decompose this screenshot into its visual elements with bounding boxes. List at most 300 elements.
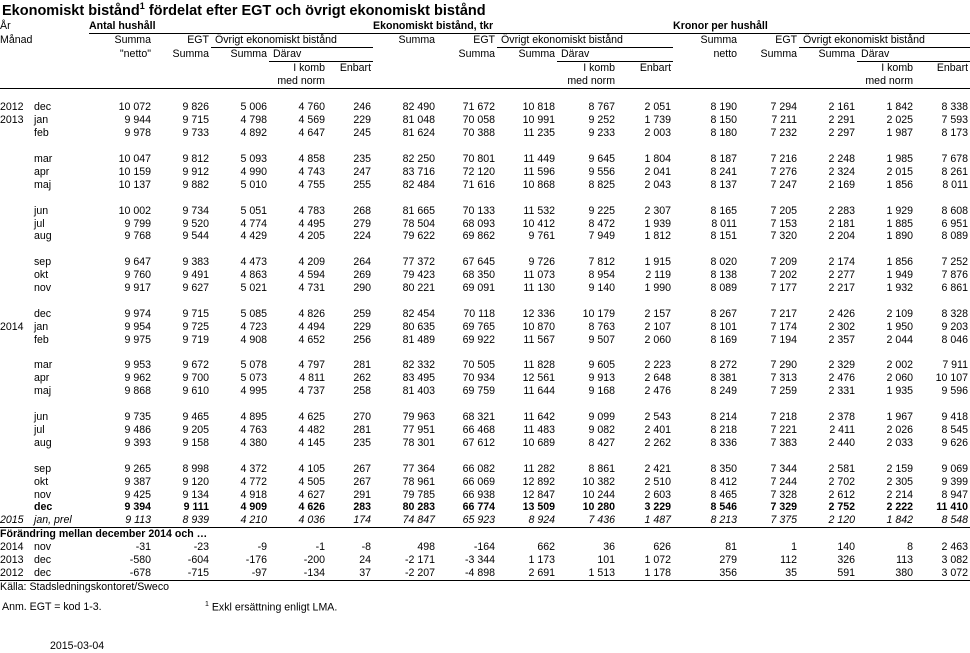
- cell-year: [0, 463, 34, 476]
- header-row-5: [0, 75, 970, 88]
- cell-value: 8 998: [182, 462, 209, 475]
- header-cell: "netto": [119, 47, 151, 60]
- cell-value: 12 561: [522, 372, 556, 385]
- cell-value: 1 885: [886, 217, 914, 230]
- cell-value: 7 876: [941, 269, 969, 282]
- cell-value: 8 190: [710, 101, 738, 114]
- cell-value: 4 209: [298, 256, 325, 269]
- cell-value: 5 093: [240, 153, 267, 166]
- cell-value: 9 158: [182, 436, 209, 449]
- cell-value: 498: [417, 541, 436, 554]
- cell-value: 2 222: [886, 501, 914, 514]
- cell-year: [0, 127, 34, 140]
- cell-value: 246: [353, 101, 372, 114]
- table-row: [0, 334, 970, 347]
- cell-value: 2 510: [644, 475, 672, 488]
- cell-value: 9 069: [941, 462, 969, 475]
- cell-value: 2 307: [644, 204, 672, 217]
- cell-value: 9 491: [182, 269, 209, 282]
- cell-value: 77 372: [402, 256, 436, 269]
- cell-value: 70 118: [463, 307, 496, 320]
- cell-value: 4 863: [240, 269, 267, 282]
- cell-value: 4 990: [240, 165, 267, 178]
- cell-value: 79 622: [402, 230, 436, 243]
- cell-value: 81 048: [402, 114, 436, 127]
- cell-value: 1 987: [886, 127, 914, 140]
- cell-value: 1 173: [528, 554, 556, 567]
- statistics-table: [0, 20, 970, 594]
- cell-value: -9: [257, 541, 267, 554]
- cell-value: 8 338: [941, 101, 969, 114]
- cell-month: jun: [34, 411, 49, 424]
- cell-value: 5 073: [240, 372, 267, 385]
- cell-value: 9 605: [588, 359, 616, 372]
- cell-value: 70 934: [462, 372, 496, 385]
- cell-value: 291: [353, 488, 372, 501]
- cell-year: [0, 153, 34, 166]
- cell-value: 7 911: [942, 359, 969, 372]
- cell-value: 9 700: [182, 372, 209, 385]
- header-cell: Enbart: [339, 61, 372, 74]
- publication-date: 2015-03-04: [50, 640, 105, 652]
- cell-value: 269: [353, 269, 372, 282]
- cell-value: 10 870: [522, 320, 556, 333]
- cell-value: 82 332: [402, 359, 436, 372]
- header-row-2: [0, 33, 970, 47]
- cell-value: 7 153: [770, 217, 798, 230]
- cell-value: 2 305: [886, 475, 914, 488]
- cell-value: 77 951: [402, 423, 436, 436]
- cell-value: 2 002: [886, 359, 914, 372]
- cell-value: 8 173: [941, 127, 969, 140]
- cell-month: dec: [34, 101, 52, 114]
- cell-value: 69 091: [462, 282, 496, 295]
- cell-value: 2 026: [886, 423, 914, 436]
- cell-year: [0, 230, 34, 243]
- cell-value: 8 213: [710, 514, 738, 527]
- cell-value: 8 427: [588, 436, 616, 449]
- cell-value: 11 567: [523, 333, 556, 346]
- cell-value: 101: [597, 554, 616, 567]
- table-row: [0, 359, 970, 372]
- table-row: [0, 256, 970, 269]
- cell-value: 7 216: [770, 153, 798, 166]
- spacer-row: [0, 243, 970, 256]
- cell-month: feb: [34, 127, 49, 140]
- cell-value: 10 137: [118, 178, 151, 191]
- cell-year: 2013: [0, 114, 24, 127]
- cell-value: 2 378: [828, 411, 856, 424]
- table-row: [0, 101, 970, 114]
- cell-value: 4 647: [298, 127, 325, 140]
- cell-value: 9 734: [182, 204, 209, 217]
- header-group-aid-tkr: Ekonomiskt bistånd, tkr: [373, 20, 673, 33]
- cell-month: jul: [34, 217, 45, 230]
- cell-value: 8 608: [941, 204, 969, 217]
- cell-value: 8 150: [710, 114, 738, 127]
- cell-value: -2 171: [404, 554, 436, 567]
- cell-value: 68 321: [462, 411, 496, 424]
- cell-value: 7 177: [770, 282, 798, 295]
- cell-value: 2 223: [644, 359, 672, 372]
- cell-value: 9 913: [588, 372, 616, 385]
- cell-value: 356: [719, 566, 738, 579]
- cell-value: 66 082: [462, 462, 496, 475]
- cell-value: 1 935: [886, 385, 914, 398]
- header-cell: EGT: [775, 34, 798, 47]
- cell-value: -3 344: [464, 554, 496, 567]
- cell-value: 4 774: [240, 217, 267, 230]
- cell-value: 290: [353, 282, 372, 295]
- cell-value: 10 072: [118, 101, 151, 114]
- cell-value: 81: [725, 541, 738, 554]
- cell-value: 72 120: [462, 165, 496, 178]
- cell-value: 2 581: [828, 462, 856, 475]
- table-row: [0, 567, 970, 580]
- cell-value: 8 165: [710, 204, 738, 217]
- header-cell: Därav: [857, 47, 970, 61]
- cell-value: 8 046: [941, 333, 969, 346]
- cell-value: 8 101: [710, 320, 738, 333]
- cell-value: 70 801: [462, 153, 496, 166]
- cell-value: 2 752: [828, 501, 856, 514]
- cell-month: nov: [34, 488, 52, 501]
- cell-value: 82 484: [402, 178, 436, 191]
- header-cell: med norm: [269, 75, 327, 88]
- cell-value: 1 178: [644, 566, 672, 579]
- cell-value: 66 069: [462, 475, 496, 488]
- cell-year: [0, 218, 34, 231]
- cell-value: 626: [653, 541, 672, 554]
- cell-value: 9 725: [182, 320, 209, 333]
- cell-year: [0, 437, 34, 450]
- cell-month: nov: [34, 541, 52, 554]
- cell-value: 9 205: [182, 423, 209, 436]
- cell-value: -715: [187, 566, 209, 579]
- cell-value: 2 181: [828, 217, 856, 230]
- cell-value: 6 861: [941, 282, 969, 295]
- cell-value: 11 532: [523, 204, 556, 217]
- cell-value: -31: [135, 541, 151, 554]
- cell-value: 1 739: [644, 114, 672, 127]
- cell-value: 113: [896, 554, 914, 567]
- cell-value: 9 974: [124, 307, 151, 320]
- cell-value: 8 249: [710, 385, 738, 398]
- cell-value: 83 495: [402, 372, 436, 385]
- cell-value: 4 569: [298, 114, 325, 127]
- cell-value: 6 951: [941, 217, 969, 230]
- cell-value: 66 938: [462, 488, 496, 501]
- cell-value: 281: [353, 359, 372, 372]
- cell-value: 8 381: [710, 372, 738, 385]
- cell-value: 2 324: [828, 165, 856, 178]
- cell-value: 2 060: [644, 333, 672, 346]
- cell-year: [0, 424, 34, 437]
- cell-value: 9 768: [124, 230, 151, 243]
- cell-value: -200: [303, 554, 325, 567]
- cell-value: 11 596: [523, 165, 556, 178]
- cell-value: 8 261: [941, 165, 969, 178]
- spacer-row: [0, 192, 970, 205]
- cell-month: feb: [34, 333, 49, 346]
- cell-value: 9 120: [182, 475, 209, 488]
- cell-value: 2 283: [828, 204, 856, 217]
- cell-value: -678: [129, 566, 151, 579]
- cell-value: 4 429: [240, 230, 267, 243]
- cell-month: jun: [34, 204, 49, 217]
- cell-value: 8 180: [710, 127, 738, 140]
- cell-value: 3 072: [941, 566, 969, 579]
- cell-month: sep: [34, 462, 52, 475]
- cell-year: 2013: [0, 554, 24, 567]
- cell-value: 8 545: [941, 423, 969, 436]
- header-cell: Summa: [398, 34, 436, 47]
- cell-value: -97: [251, 566, 267, 579]
- cell-value: 9 425: [124, 488, 151, 501]
- cell-value: 10 818: [522, 101, 556, 114]
- cell-value: 2 331: [828, 385, 856, 398]
- cell-value: 2 109: [886, 307, 914, 320]
- cell-value: 8 241: [710, 165, 738, 178]
- cell-value: 229: [353, 320, 372, 333]
- cell-month: aug: [34, 436, 52, 449]
- cell-value: 2 043: [644, 178, 672, 191]
- cell-value: 267: [353, 475, 372, 488]
- cell-value: 9 252: [588, 114, 616, 127]
- cell-value: 7 949: [588, 230, 616, 243]
- cell-value: 8 954: [588, 269, 616, 282]
- change-title: Förändring mellan december 2014 och …: [0, 528, 970, 541]
- cell-value: 69 922: [462, 333, 496, 346]
- cell-value: 70 388: [462, 127, 496, 140]
- cell-value: 8 138: [710, 269, 738, 282]
- cell-value: 8 089: [941, 230, 969, 243]
- header-cell: netto: [713, 47, 738, 60]
- cell-value: 1 915: [644, 256, 672, 269]
- cell-value: 4 798: [240, 114, 267, 127]
- cell-value: 78 301: [402, 436, 436, 449]
- header-cell: I komb: [293, 61, 325, 74]
- cell-value: 7 202: [770, 269, 798, 282]
- cell-value: 8 020: [710, 256, 738, 269]
- cell-value: 2 277: [828, 269, 856, 282]
- cell-value: 5 085: [240, 307, 267, 320]
- cell-value: 8 350: [710, 462, 738, 475]
- cell-value: 9 882: [182, 178, 209, 191]
- cell-value: 70 133: [462, 204, 496, 217]
- cell-value: 9 596: [941, 385, 969, 398]
- cell-value: -2 207: [404, 566, 436, 579]
- cell-value: -604: [187, 554, 209, 567]
- cell-year: [0, 476, 34, 489]
- header-cell: Summa: [458, 47, 496, 60]
- cell-value: 9 113: [125, 514, 151, 527]
- cell-value: 8 924: [528, 514, 556, 527]
- cell-value: 11 130: [523, 282, 556, 295]
- cell-value: 65 923: [462, 514, 496, 527]
- cell-value: 7 221: [770, 423, 798, 436]
- cell-value: 380: [895, 566, 914, 579]
- cell-value: 262: [353, 372, 372, 385]
- cell-value: 4 731: [298, 282, 325, 295]
- spacer-row: [0, 398, 970, 411]
- cell-value: 8 011: [942, 178, 969, 191]
- cell-value: 1 967: [886, 411, 914, 424]
- cell-value: 79 423: [402, 269, 436, 282]
- cell-value: 9 610: [182, 385, 209, 398]
- cell-value: 9 168: [588, 385, 616, 398]
- cell-value: 10 047: [118, 153, 151, 166]
- cell-value: 82 454: [402, 307, 436, 320]
- cell-value: 7 290: [770, 359, 798, 372]
- cell-value: 9 812: [182, 153, 209, 166]
- cell-value: 8 328: [941, 307, 969, 320]
- cell-value: 8 546: [710, 501, 738, 514]
- cell-value: 10 868: [522, 178, 556, 191]
- cell-month: maj: [34, 178, 52, 191]
- cell-value: 4 783: [298, 204, 325, 217]
- cell-value: 1 513: [588, 566, 616, 579]
- table-row: [0, 114, 970, 127]
- cell-value: 7 247: [770, 178, 798, 191]
- cell-value: 8 763: [588, 320, 616, 333]
- cell-value: 255: [353, 178, 372, 191]
- cell-value: 7 194: [770, 333, 798, 346]
- cell-value: 9 627: [182, 282, 209, 295]
- cell-value: 10 159: [118, 165, 151, 178]
- cell-value: 7 313: [770, 372, 798, 385]
- cell-value: 2 044: [886, 333, 914, 346]
- cell-value: 279: [719, 554, 738, 567]
- cell-value: 2 262: [644, 436, 672, 449]
- table-row: [0, 179, 970, 192]
- cell-value: 5 010: [240, 178, 267, 191]
- cell-month: jan, prel: [34, 514, 72, 527]
- cell-value: 2 297: [828, 127, 856, 140]
- header-cell: I komb: [881, 61, 914, 74]
- cell-value: 4 995: [240, 385, 267, 398]
- cell-value: 9 544: [182, 230, 209, 243]
- cell-value: 8 465: [710, 488, 738, 501]
- cell-value: 9 626: [941, 436, 969, 449]
- cell-value: 5 006: [240, 101, 267, 114]
- cell-value: 2 691: [528, 566, 556, 579]
- table-row: [0, 437, 970, 450]
- cell-value: 2 543: [644, 411, 672, 424]
- cell-value: 66 468: [462, 423, 496, 436]
- spacer-row: [0, 140, 970, 153]
- table-row: [0, 321, 970, 334]
- cell-year: [0, 372, 34, 385]
- cell-value: 4 482: [298, 423, 325, 436]
- cell-value: -1: [315, 541, 325, 554]
- header-cell: Därav: [557, 47, 673, 61]
- cell-year: [0, 501, 34, 514]
- cell-year: 2012: [0, 566, 24, 579]
- cell-value: -176: [245, 554, 267, 567]
- cell-value: -164: [473, 541, 496, 554]
- cell-month: mar: [34, 153, 53, 166]
- cell-value: 7 259: [770, 385, 798, 398]
- cell-value: 1 939: [644, 217, 672, 230]
- cell-year: [0, 385, 34, 398]
- cell-value: 2 159: [886, 462, 914, 475]
- cell-value: 4 495: [298, 217, 325, 230]
- header-cell: Enbart: [639, 61, 672, 74]
- header-cell: Därav: [269, 47, 373, 61]
- cell-value: 81 489: [402, 333, 436, 346]
- spacer-row: [0, 295, 970, 308]
- table-row: [0, 218, 970, 231]
- cell-value: 11 073: [523, 269, 556, 282]
- change-section-title: [0, 528, 970, 541]
- cell-value: 259: [353, 307, 372, 320]
- cell-value: 7 436: [588, 514, 616, 527]
- cell-value: 229: [353, 114, 372, 127]
- cell-value: 35: [785, 566, 798, 579]
- cell-year: [0, 166, 34, 179]
- table-row: [0, 385, 970, 398]
- cell-value: 7 218: [770, 411, 798, 424]
- header-row-1: [0, 20, 970, 33]
- cell-value: 4 205: [298, 230, 325, 243]
- cell-value: 9 082: [588, 423, 616, 436]
- cell-value: 70 058: [462, 114, 496, 127]
- cell-value: 9 799: [124, 217, 151, 230]
- cell-value: 8 214: [710, 411, 738, 424]
- cell-value: 2 120: [828, 514, 856, 527]
- cell-value: 9 826: [182, 101, 209, 114]
- cell-value: 2 357: [828, 333, 856, 346]
- cell-value: 80 635: [402, 320, 436, 333]
- table-row: [0, 501, 970, 514]
- cell-value: 235: [353, 153, 372, 166]
- cell-value: 1 985: [886, 153, 914, 166]
- cell-value: 10 689: [522, 436, 556, 449]
- cell-value: 1 949: [886, 269, 914, 282]
- cell-value: 1 950: [886, 320, 914, 333]
- cell-value: 7 209: [770, 256, 798, 269]
- cell-value: -580: [129, 554, 151, 567]
- cell-value: 7 375: [770, 514, 798, 527]
- cell-value: 4 892: [240, 127, 267, 140]
- header-year: År: [0, 20, 11, 33]
- cell-month: apr: [34, 372, 50, 385]
- cell-value: 4 594: [298, 269, 325, 282]
- cell-value: 69 765: [462, 320, 496, 333]
- cell-value: 4 908: [240, 333, 267, 346]
- cell-value: 4 494: [298, 320, 325, 333]
- cell-value: 9 383: [182, 256, 209, 269]
- cell-value: 10 107: [935, 372, 969, 385]
- cell-value: 2 003: [644, 127, 672, 140]
- cell-value: 8 767: [588, 101, 616, 114]
- cell-value: 11 449: [523, 153, 556, 166]
- cell-value: 11 410: [936, 501, 969, 514]
- cell-value: 2 476: [828, 372, 856, 385]
- cell-value: 1: [791, 541, 798, 554]
- cell-month: apr: [34, 165, 50, 178]
- cell-value: 68 093: [462, 217, 496, 230]
- cell-value: 4 473: [240, 256, 267, 269]
- header-cell: med norm: [857, 75, 915, 88]
- cell-value: 2 612: [828, 488, 856, 501]
- cell-value: 8 151: [710, 230, 738, 243]
- cell-value: 279: [353, 217, 372, 230]
- cell-value: 10 280: [582, 501, 616, 514]
- header-cell: Övrigt ekonomiskt bistånd: [799, 33, 970, 47]
- cell-value: 68 350: [462, 269, 496, 282]
